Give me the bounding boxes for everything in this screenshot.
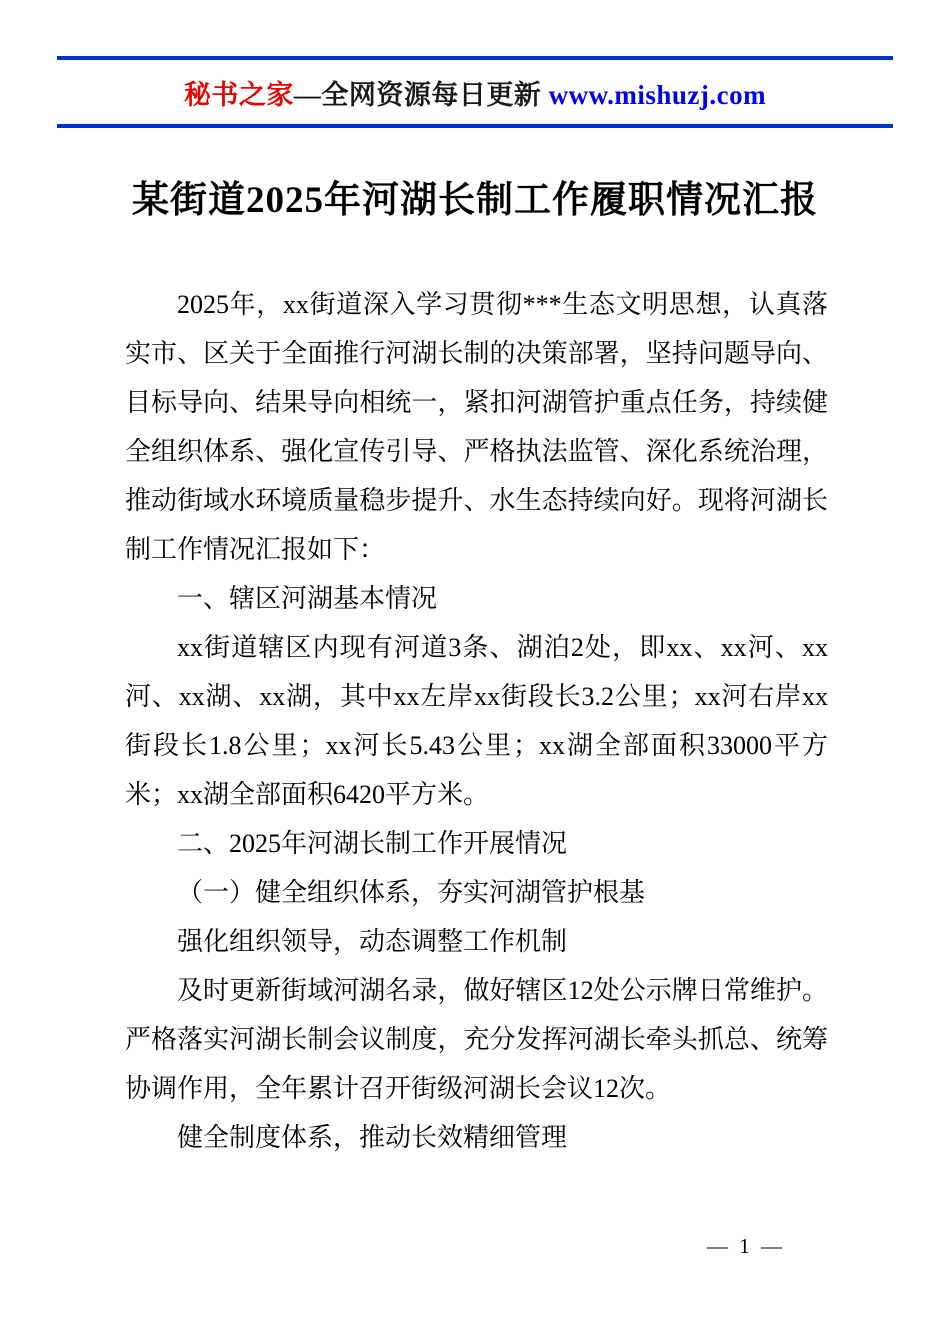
heading-section-2: 二、2025年河湖长制工作开展情况 (177, 829, 568, 859)
site-tagline-text: —全网资源每日更新 (293, 80, 549, 110)
heading-section-1: 一、辖区河湖基本情况 (177, 584, 438, 614)
site-url-link[interactable]: www.mishuzj.com (548, 80, 767, 110)
site-header-banner (57, 56, 893, 128)
heading-sub-item-2: 健全制度体系，推动长效精细管理 (177, 1123, 568, 1153)
paragraph-intro: 2025年，xx街道深入学习贯彻***生态文明思想，认真落实市、区关于全面推行河湖长制的决策部署，坚持问题导向、目标导向、结果导向相统一，紧扣河湖管护重点任务，持续健全组织体系、强化宣传引导、严格执法监管、深化系统治理，推动街域水环境质量稳步提升、水生态持续向好。现将河湖长制工作情况汇报如下： (125, 290, 828, 565)
site-brand-text: 秘书之家 (183, 80, 294, 110)
heading-subsection-1: （一）健全组织体系，夯实河湖管护根基 (177, 878, 646, 908)
heading-sub-item-1: 强化组织领导，动态调整工作机制 (177, 927, 568, 957)
paragraph-basic-info: xx街道辖区内现有河道3条、湖泊2处，即xx、xx河、xx河、xx湖、xx湖，其中xx左岸xx街段长3.2公里；xx河右岸xx街段长1.8公里；xx河长5.43公里；xx湖全部面积33000平方米；xx湖全部面积6420平方米。 (125, 633, 828, 810)
document-body (125, 280, 828, 1162)
paragraph-org-work: 及时更新街域河湖名录，做好辖区12处公示牌日常维护。严格落实河湖长制会议制度，充分发挥河湖长牵头抓总、统筹协调作用，全年累计召开街级河湖长会议12次。 (125, 976, 828, 1104)
document-title: 某街道2025年河湖长制工作履职情况汇报 (132, 180, 818, 221)
page-number: — 1 — (707, 1234, 785, 1258)
